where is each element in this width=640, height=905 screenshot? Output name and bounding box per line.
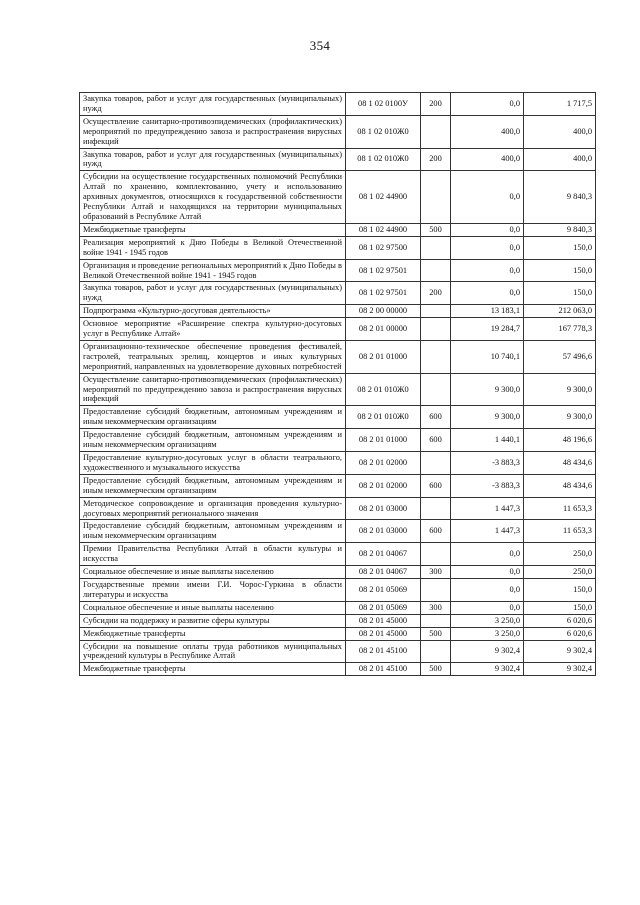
row-code-cell: 08 2 01 01000 xyxy=(346,429,421,452)
table-row xyxy=(80,566,596,579)
row-amount-total-cell: 212 063,0 xyxy=(524,305,596,318)
row-amount-total-cell: 167 778,3 xyxy=(524,318,596,341)
row-expense-type-cell: 500 xyxy=(421,627,451,640)
row-code-cell: 08 2 01 010Ж0 xyxy=(346,373,421,406)
table-row xyxy=(80,93,596,116)
row-amount-total-cell: 9 840,3 xyxy=(524,223,596,236)
table-row xyxy=(80,520,596,543)
table-row xyxy=(80,452,596,475)
row-expense-type-cell xyxy=(421,259,451,282)
row-name-cell: Премии Правительства Республики Алтай в области культуры и искусства xyxy=(80,543,346,566)
row-expense-type-cell: 200 xyxy=(421,148,451,171)
row-name-cell: Методическое сопровождение и организация проведения культурно-досуговых мероприятий регионального значения xyxy=(80,497,346,520)
row-name-cell: Осуществление санитарно-противоэпидемических (профилактических) мероприятий по предупреждению завоза и распространения вирусных инфекций xyxy=(80,373,346,406)
row-code-cell: 08 2 01 02000 xyxy=(346,452,421,475)
row-amount-change-cell: 0,0 xyxy=(451,223,524,236)
row-amount-change-cell: 13 183,1 xyxy=(451,305,524,318)
table-row xyxy=(80,282,596,305)
row-amount-total-cell: 6 020,6 xyxy=(524,614,596,627)
row-expense-type-cell: 600 xyxy=(421,406,451,429)
row-amount-total-cell: 400,0 xyxy=(524,148,596,171)
row-expense-type-cell xyxy=(421,497,451,520)
row-amount-total-cell: 9 300,0 xyxy=(524,373,596,406)
row-expense-type-cell xyxy=(421,340,451,373)
row-amount-change-cell: 0,0 xyxy=(451,93,524,116)
row-code-cell: 08 2 01 00000 xyxy=(346,318,421,341)
row-amount-total-cell: 150,0 xyxy=(524,259,596,282)
table-row xyxy=(80,340,596,373)
table-row xyxy=(80,223,596,236)
row-expense-type-cell xyxy=(421,171,451,224)
row-expense-type-cell xyxy=(421,305,451,318)
row-name-cell: Предоставление субсидий бюджетным, автономным учреждениям и иным некоммерческим организациям xyxy=(80,406,346,429)
row-name-cell: Субсидии на повышение оплаты труда работников муниципальных учреждений культуры в Республике Алтай xyxy=(80,640,346,663)
row-expense-type-cell: 500 xyxy=(421,223,451,236)
table-row xyxy=(80,497,596,520)
row-amount-change-cell: 400,0 xyxy=(451,148,524,171)
row-expense-type-cell: 600 xyxy=(421,474,451,497)
row-name-cell: Социальное обеспечение и иные выплаты населению xyxy=(80,601,346,614)
row-name-cell: Подпрограмма «Культурно-досуговая деятельность» xyxy=(80,305,346,318)
row-expense-type-cell: 200 xyxy=(421,93,451,116)
row-code-cell: 08 1 02 97501 xyxy=(346,259,421,282)
row-name-cell: Межбюджетные трансферты xyxy=(80,663,346,676)
row-name-cell: Организация и проведение региональных мероприятий к Дню Победы в Великой Отечественной войне 1941 - 1945 годов xyxy=(80,259,346,282)
table-row xyxy=(80,429,596,452)
row-amount-change-cell: -3 883,3 xyxy=(451,474,524,497)
row-expense-type-cell xyxy=(421,543,451,566)
row-amount-change-cell: 9 300,0 xyxy=(451,373,524,406)
row-amount-change-cell: 0,0 xyxy=(451,236,524,259)
row-amount-change-cell: 9 300,0 xyxy=(451,406,524,429)
table-row xyxy=(80,115,596,148)
row-code-cell: 08 2 01 01000 xyxy=(346,340,421,373)
table-row xyxy=(80,148,596,171)
row-code-cell: 08 2 01 45100 xyxy=(346,640,421,663)
row-code-cell: 08 2 01 45100 xyxy=(346,663,421,676)
row-expense-type-cell xyxy=(421,115,451,148)
row-amount-total-cell: 48 434,6 xyxy=(524,474,596,497)
row-name-cell: Закупка товаров, работ и услуг для государственных (муниципальных) нужд xyxy=(80,148,346,171)
row-expense-type-cell: 300 xyxy=(421,601,451,614)
row-amount-change-cell: 19 284,7 xyxy=(451,318,524,341)
row-amount-total-cell: 250,0 xyxy=(524,566,596,579)
row-amount-change-cell: 400,0 xyxy=(451,115,524,148)
row-code-cell: 08 2 01 04067 xyxy=(346,566,421,579)
row-amount-total-cell: 9 300,0 xyxy=(524,406,596,429)
row-name-cell: Государственные премии имени Г.И. Чорос-Гуркина в области литературы и искусства xyxy=(80,578,346,601)
row-name-cell: Социальное обеспечение и иные выплаты населению xyxy=(80,566,346,579)
budget-table xyxy=(79,92,596,676)
row-amount-change-cell: 1 447,3 xyxy=(451,497,524,520)
row-code-cell: 08 2 01 04067 xyxy=(346,543,421,566)
row-code-cell: 08 1 02 97501 xyxy=(346,282,421,305)
row-name-cell: Закупка товаров, работ и услуг для государственных (муниципальных) нужд xyxy=(80,282,346,305)
row-code-cell: 08 2 01 02000 xyxy=(346,474,421,497)
row-expense-type-cell: 500 xyxy=(421,663,451,676)
row-amount-change-cell: 0,0 xyxy=(451,259,524,282)
row-amount-total-cell: 1 717,5 xyxy=(524,93,596,116)
row-amount-change-cell: 0,0 xyxy=(451,601,524,614)
table-row xyxy=(80,640,596,663)
row-expense-type-cell xyxy=(421,640,451,663)
table-row xyxy=(80,318,596,341)
row-expense-type-cell xyxy=(421,452,451,475)
row-name-cell: Осуществление санитарно-противоэпидемических (профилактических) мероприятий по предупреждению завоза и распространения вирусных инфекций xyxy=(80,115,346,148)
row-name-cell: Межбюджетные трансферты xyxy=(80,627,346,640)
row-name-cell: Субсидии на осуществление государственных полномочий Республики Алтай по хранению, комплектованию, учету и использованию архивных документов, относящихся к государственной собственности Республики Алтай и находящихся на территории муниципальных образований в Республике Алтай xyxy=(80,171,346,224)
row-expense-type-cell xyxy=(421,373,451,406)
row-amount-change-cell: 0,0 xyxy=(451,578,524,601)
table-row xyxy=(80,305,596,318)
row-name-cell: Субсидии на поддержку и развитие сферы культуры xyxy=(80,614,346,627)
row-code-cell: 08 1 02 44900 xyxy=(346,223,421,236)
row-expense-type-cell: 600 xyxy=(421,520,451,543)
table-row xyxy=(80,601,596,614)
row-amount-total-cell: 9 302,4 xyxy=(524,640,596,663)
row-amount-change-cell: -3 883,3 xyxy=(451,452,524,475)
table-row xyxy=(80,663,596,676)
row-code-cell: 08 2 00 00000 xyxy=(346,305,421,318)
row-amount-change-cell: 9 302,4 xyxy=(451,663,524,676)
page-number: 354 xyxy=(309,38,331,53)
row-code-cell: 08 1 02 010Ж0 xyxy=(346,148,421,171)
table-row xyxy=(80,474,596,497)
row-name-cell: Предоставление субсидий бюджетным, автономным учреждениям и иным некоммерческим организациям xyxy=(80,429,346,452)
row-amount-total-cell: 57 496,6 xyxy=(524,340,596,373)
row-amount-total-cell: 6 020,6 xyxy=(524,627,596,640)
row-name-cell: Предоставление культурно-досуговых услуг в области театрального, художественного и музыкального искусства xyxy=(80,452,346,475)
row-amount-total-cell: 11 653,3 xyxy=(524,497,596,520)
row-amount-change-cell: 9 302,4 xyxy=(451,640,524,663)
table-row xyxy=(80,236,596,259)
row-code-cell: 08 1 02 010Ж0 xyxy=(346,115,421,148)
row-code-cell: 08 2 01 45000 xyxy=(346,627,421,640)
row-amount-change-cell: 0,0 xyxy=(451,282,524,305)
row-amount-change-cell: 1 440,1 xyxy=(451,429,524,452)
row-code-cell: 08 1 02 0100У xyxy=(346,93,421,116)
row-code-cell: 08 2 01 05069 xyxy=(346,601,421,614)
table-row xyxy=(80,406,596,429)
row-name-cell: Предоставление субсидий бюджетным, автономным учреждениям и иным некоммерческим организациям xyxy=(80,474,346,497)
row-name-cell: Организационно-техническое обеспечение проведения фестивалей, гастролей, театральных зрелищ, концертов и иных культурных мероприятий, направленных на удовлетворение духовных потребностей xyxy=(80,340,346,373)
table-row xyxy=(80,259,596,282)
table-row xyxy=(80,614,596,627)
row-amount-change-cell: 0,0 xyxy=(451,566,524,579)
row-amount-total-cell: 150,0 xyxy=(524,601,596,614)
table-row xyxy=(80,171,596,224)
row-expense-type-cell xyxy=(421,236,451,259)
row-expense-type-cell: 200 xyxy=(421,282,451,305)
row-amount-change-cell: 3 250,0 xyxy=(451,627,524,640)
row-amount-change-cell: 10 740,1 xyxy=(451,340,524,373)
table-row xyxy=(80,578,596,601)
row-amount-change-cell: 0,0 xyxy=(451,543,524,566)
row-expense-type-cell xyxy=(421,578,451,601)
row-expense-type-cell: 300 xyxy=(421,566,451,579)
table-row xyxy=(80,543,596,566)
row-name-cell: Межбюджетные трансферты xyxy=(80,223,346,236)
row-amount-total-cell: 250,0 xyxy=(524,543,596,566)
table-row xyxy=(80,627,596,640)
row-code-cell: 08 1 02 44900 xyxy=(346,171,421,224)
row-code-cell: 08 1 02 97500 xyxy=(346,236,421,259)
row-amount-total-cell: 48 196,6 xyxy=(524,429,596,452)
row-amount-total-cell: 150,0 xyxy=(524,282,596,305)
row-amount-change-cell: 1 447,3 xyxy=(451,520,524,543)
row-code-cell: 08 2 01 03000 xyxy=(346,497,421,520)
row-code-cell: 08 2 01 45000 xyxy=(346,614,421,627)
row-amount-total-cell: 11 653,3 xyxy=(524,520,596,543)
row-amount-change-cell: 0,0 xyxy=(451,171,524,224)
row-name-cell: Основное мероприятие «Расширение спектра культурно-досуговых услуг в Республике Алтай» xyxy=(80,318,346,341)
row-expense-type-cell xyxy=(421,318,451,341)
row-amount-total-cell: 150,0 xyxy=(524,236,596,259)
row-name-cell: Предоставление субсидий бюджетным, автономным учреждениям и иным некоммерческим организациям xyxy=(80,520,346,543)
row-amount-total-cell: 9 302,4 xyxy=(524,663,596,676)
row-code-cell: 08 2 01 03000 xyxy=(346,520,421,543)
row-code-cell: 08 2 01 05069 xyxy=(346,578,421,601)
row-name-cell: Реализация мероприятий к Дню Победы в Великой Отечественной войне 1941 - 1945 годов xyxy=(80,236,346,259)
row-expense-type-cell xyxy=(421,614,451,627)
row-amount-total-cell: 48 434,6 xyxy=(524,452,596,475)
row-expense-type-cell: 600 xyxy=(421,429,451,452)
row-amount-change-cell: 3 250,0 xyxy=(451,614,524,627)
row-code-cell: 08 2 01 010Ж0 xyxy=(346,406,421,429)
row-amount-total-cell: 400,0 xyxy=(524,115,596,148)
row-name-cell: Закупка товаров, работ и услуг для государственных (муниципальных) нужд xyxy=(80,93,346,116)
row-amount-total-cell: 150,0 xyxy=(524,578,596,601)
budget-table-body xyxy=(80,93,596,676)
row-amount-total-cell: 9 840,3 xyxy=(524,171,596,224)
table-row xyxy=(80,373,596,406)
